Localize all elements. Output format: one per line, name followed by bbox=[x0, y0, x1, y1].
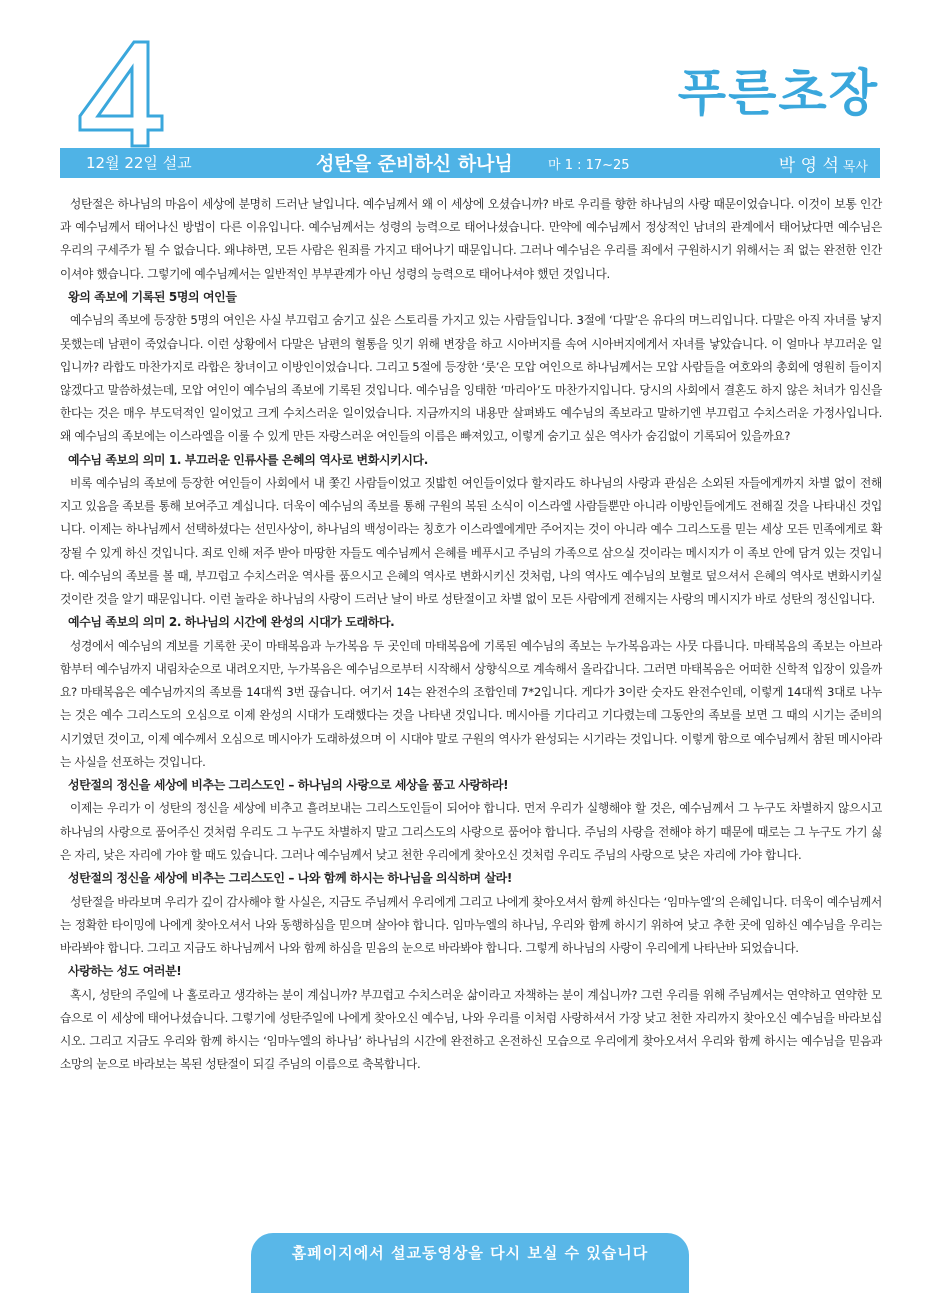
section-paragraph: 성경에서 예수님의 계보를 기록한 곳이 마태복음과 누가복음 두 곳인데 마태복음에 기록된 예수님의 족보는 누가복음과는 사뭇 다릅니다. 마태복음의 족보는 아브라함부터 예수님까지 내림차순으로 내려오지만, 누가복음은 예수님으로부터 시작해서 상향식으로 계속해서 올라갑니다. 그러면 마태복음은 어떠한 신학적 입장이 있을까요? 마태복음은 예수님까지의 족보를 14대씩 3번 끊습니다. 여기서 14는 완전수의 조합인데 7*2입니다. 게다가 3이란 숫자도 완전수인데, 이렇게 14대씩 3대로 나누는 것은 예수 그리스도의 오심으로 이제 완성의 시대가 도래했다는 것을 나타낸 것입니다. 메시아를 기다리고 기다렸는데 그동안의 족보를 보면 그 때의 시기는 준비의 시기였던 것이고, 이제 예수께서 오심으로 메시아가 도래하셨으며 이 시대야 말로 구원의 역사가 완성되는 시기라는 것입니다. 이렇게 함으로 예수님께서 참된 메시아라는 사실을 선포하는 것입니다. bbox=[60, 638, 882, 769]
section-paragraph: 비록 예수님의 족보에 등장한 여인들이 사회에서 내 쫓긴 사람들이었고 짓밟힌 여인들이었다 할지라도 하나님의 사랑과 관심은 소외된 자들에게까지 차별 없이 전해지고 있음을 족보를 통해 보여주고 계십니다. 더욱이 예수님의 족보를 통해 구원의 복된 소식이 이스라엘 사람들뿐만 아니라 이방인들에게도 전해질 것을 나타내신 것입니다. 이제는 하나님께서 선택하셨다는 선민사상이, 하나님의 백성이라는 칭호가 이스라엘에게만 주어지는 것이 아니라 예수 그리스도를 믿는 세상 모든 민족에게로 확장될 수 있게 하신 것입니다. 죄로 인해 저주 받아 마땅한 자들도 예수님께서 은혜를 베푸시고 주님의 가족으로 삼으실 것이라는 메시지가 이 족보 안에 담겨 있는 것입니다. 예수님의 족보를 볼 때, 부끄럽고 수치스러운 역사를 품으시고 은혜의 역사로 변화시키신 것처럼, 나의 역사도 예수님의 보혈로 덮으셔서 은혜의 역사로 변화시키실 것이란 것을 알기 때문입니다. 이런 놀라운 하나님의 사랑이 드러난 날이 바로 성탄절이고 차별 없이 모든 사람에게 전해지는 사랑의 메시지가 바로 성탄의 정신입니다. bbox=[60, 476, 882, 607]
section-heading: 성탄절의 정신을 세상에 비추는 그리스도인 – 나와 함께 하시는 하나님을 의식하며 살라! bbox=[68, 871, 512, 886]
section-heading: 성탄절의 정신을 세상에 비추는 그리스도인 – 하나님의 사랑으로 세상을 품고 사랑하라! bbox=[68, 777, 509, 792]
sermon-date: 12월 22일 설교 bbox=[86, 154, 192, 172]
section-paragraph: 이제는 우리가 이 성탄의 정신을 세상에 비추고 흘려보내는 그리스도인들이 되어야 합니다. 먼저 우리가 실행해야 할 것은, 예수님께서 그 누구도 차별하지 않으시고 하나님의 사랑으로 품어주신 것처럼 우리도 그 누구도 차별하지 말고 그리스도의 사랑으로 품어야 합니다. 주님의 사랑을 전해야 하기 때문에 때로는 그 누구도 가기 싫은 자리, 낮은 자리에 가야 할 때도 있습니다. 그러나 예수님께서 낮고 천한 우리에게 찾아오신 것처럼 우리도 주님의 사랑으로 낮은 자리에 가야 합니다. bbox=[60, 801, 882, 862]
video-notice-banner: 홈페이지에서 설교동영상을 다시 보실 수 있습니다 bbox=[251, 1233, 689, 1293]
page-number bbox=[74, 38, 164, 148]
section-heading: 사랑하는 성도 여러분! bbox=[68, 964, 182, 979]
section-paragraph: 혹시, 성탄의 주일에 나 홀로라고 생각하는 분이 계십니까? 부끄럽고 수치스러운 삶이라고 자책하는 분이 계십니까? 그런 우리를 위해 주님께서는 연약하고 연약한 모습으로 이 세상에 태어나셨습니다. 그렇기에 성탄주일에 나에게 찾아오신 예수님, 나와 우리를 이처럼 사랑하셔서 가장 낮고 천한 자리까지 찾아오신 예수님을 바라보십시오. 그리고 지금도 우리와 함께 하시는 ‘임마누엘의 하나님’ 하나님의 시간에 완전하고 온전하신 모습으로 우리에게 찾아오셔서 우리와 함께 하시는 예수님을 믿음과 소망의 눈으로 바라보는 복된 성탄절이 되길 주님의 이름으로 축복합니다. bbox=[60, 987, 882, 1072]
intro-paragraph: 성탄절은 하나님의 마음이 세상에 분명히 드러난 날입니다. 예수님께서 왜 이 세상에 오셨습니까? 바로 우리를 향한 하나님의 사랑 때문이었습니다. 이것이 보통 인간과 예수님께서 태어나신 방법이 다른 이유입니다. 예수님께서는 성령의 능력으로 태어나셨습니다. 만약에 예수님께서 정상적인 남녀의 관계에서 태어났다면 예수님은 우리의 구세주가 될 수 없습니다. 왜냐하면, 모든 사람은 원죄를 가지고 태어나기 때문입니다. 그러나 예수님은 우리를 죄에서 구원하시기 위해서는 죄 없는 완전한 인간이셔야 했습니다. 그렇기에 예수님께서는 일반적인 부부관계가 아닌 성령의 능력으로 태어나셔야 했던 것입니다. bbox=[60, 197, 882, 281]
section-heading: 예수님 족보의 의미 2. 하나님의 시간에 완성의 시대가 도래하다. bbox=[68, 615, 395, 630]
brand-title: 푸른초장 bbox=[677, 64, 879, 122]
section-heading: 왕의 족보에 기록된 5명의 여인들 bbox=[68, 289, 237, 304]
sermon-body bbox=[60, 193, 882, 1077]
scripture-reference: 마 1 : 17~25 bbox=[548, 158, 630, 173]
author-title: 목사 bbox=[842, 160, 868, 175]
sermon-header-bar bbox=[60, 148, 880, 178]
section-paragraph: 예수님의 족보에 등장한 5명의 여인은 사실 부끄럽고 숨기고 싶은 스토리를 가지고 있는 사람들입니다. 3절에 ‘다말’은 유다의 며느리입니다. 다말은 아직 자녀를 낳지 못했는데 남편이 죽었습니다. 이런 상황에서 다말은 남편의 혈통을 잇기 위해 변장을 하고 시아버지를 속여 시아버지에게서 자녀를 낳았습니다. 이 얼마나 부끄러운 일입니까? 라합도 마찬가지로 라합은 창녀이고 이방인이었습니다. 그리고 5절에 등장한 ‘룻’은 모압 여인으로 하나님께서는 모압 사람들을 여호와의 총회에 영원히 들이지 않겠다고 말씀하셨는데, 모압 여인이 예수님의 족보에 기록된 것입니다. 예수님을 잉태한 ‘마리아’도 마찬가지입니다. 당시의 사회에서 결혼도 하지 않은 처녀가 임신을 한다는 것은 매우 부도덕적인 일이었고 크게 수치스러운 일이었습니다. 지금까지의 내용만 살펴봐도 예수님의 족보라고 말하기엔 부끄럽고 수치스러운 가정사입니다. 왜 예수님의 족보에는 이스라엘을 이룰 수 있게 만든 자랑스러운 여인들의 이름은 빠져있고, 이렇게 숨기고 싶은 역사가 숨김없이 기록되어 있을까요? bbox=[60, 313, 882, 444]
author bbox=[779, 151, 868, 176]
section-heading: 예수님 족보의 의미 1. 부끄러운 인류사를 은혜의 역사로 변화시키시다. bbox=[68, 452, 428, 467]
section-paragraph: 성탄절을 바라보며 우리가 깊이 감사해야 할 사실은, 지금도 주님께서 우리에게 그리고 나에게 찾아오셔서 함께 하신다는 ‘임마누엘’의 은혜입니다. 더욱이 예수님께서는 정확한 타이밍에 나에게 찾아오셔서 나와 동행하심을 믿으며 살아야 합니다. 임마누엘의 하나님, 우리와 함께 하시기 위하여 낮고 추한 곳에 임하신 예수님을 우리는 바라봐야 합니다. 그리고 지금도 하나님께서 나와 함께 하심을 믿음의 눈으로 바라봐야 합니다. 그렇게 하나님의 사랑이 우리에게 나타난바 되었습니다. bbox=[60, 894, 882, 955]
sermon-title: 성탄을 준비하신 하나님 bbox=[316, 153, 513, 175]
author-name: 박 영 석 bbox=[778, 156, 839, 176]
